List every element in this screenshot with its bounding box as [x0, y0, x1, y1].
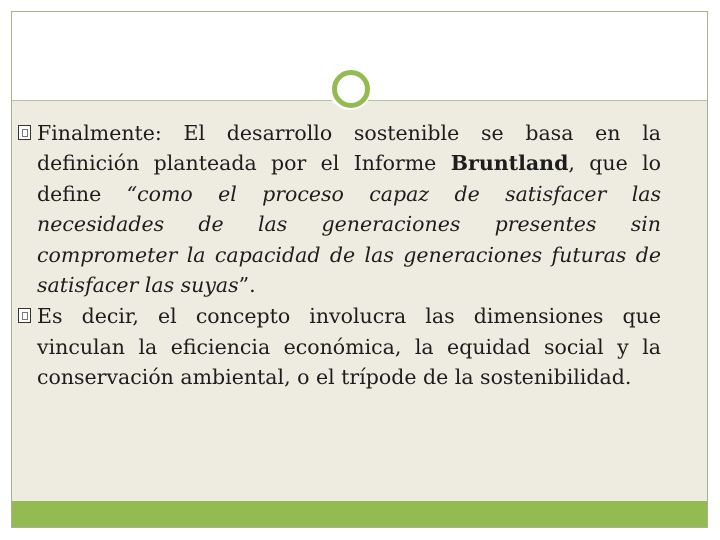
paragraph-2 [18, 301, 661, 392]
paragraph-2-text: Es decir, el concepto involucra las dimensiones que vinculan la eficiencia económica, la equidad social y la conservación ambiental, o el trípode de la sostenibilidad. [37, 304, 661, 390]
paragraph-1 [18, 118, 661, 300]
bruntland-bold: Bruntland [450, 151, 569, 176]
circle-ornament-icon [332, 70, 370, 108]
checkbox-bullet-icon [18, 125, 31, 140]
paragraph-1-text-c: ”. [238, 273, 256, 298]
footer-bar [12, 501, 707, 527]
paragraph-1-text-b: , que lo define [37, 151, 662, 206]
definition-quote: “como el proceso capaz de satisfacer las necesidades de las generaciones presentes sin comprometer la capacidad de las generaciones futuras de satisfacer las suyas [37, 181, 662, 298]
checkbox-bullet-icon [18, 308, 31, 323]
paragraph-1-text-a: Finalmente: El desarrollo sostenible se basa en la definición planteada por el Informe [37, 121, 661, 176]
slide-body [18, 118, 661, 393]
